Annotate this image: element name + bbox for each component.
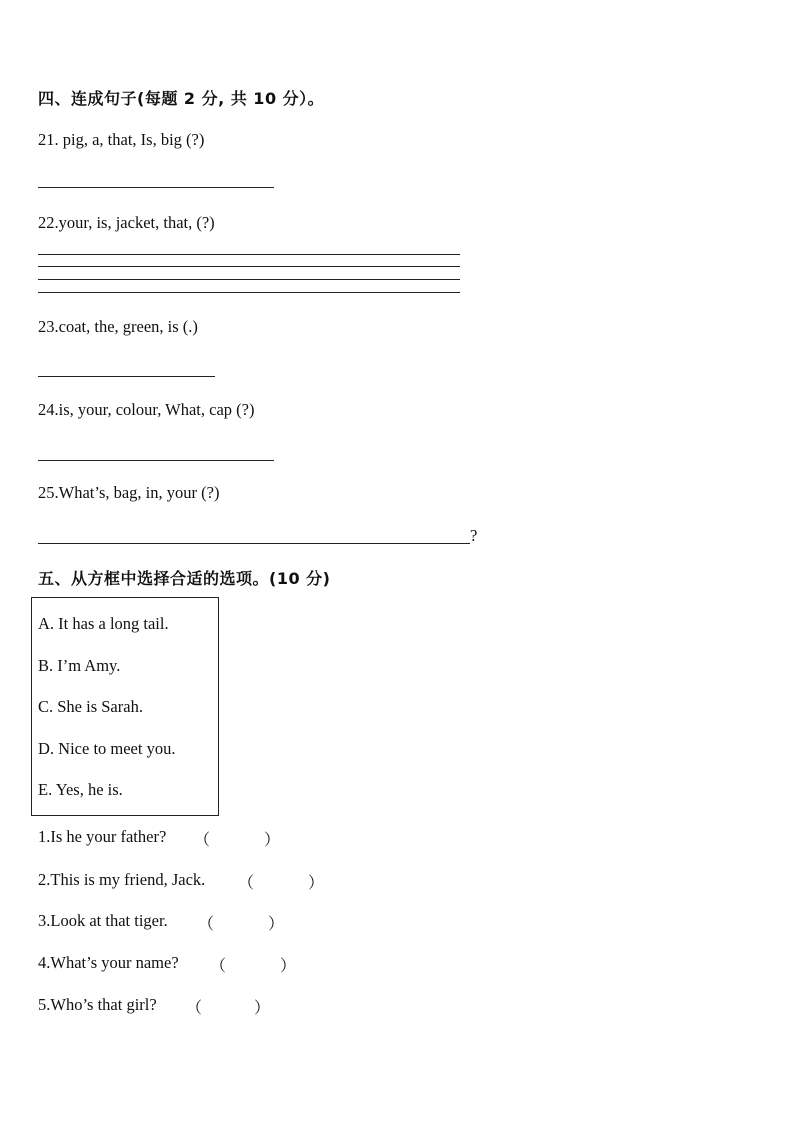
option-e: E. Yes, he is. (38, 780, 123, 799)
choice-question-3-close-paren: ） (268, 916, 285, 933)
choice-question-5: 5.Who’s that girl? (38, 995, 157, 1014)
choice-question-4-close-paren: ） (280, 958, 297, 975)
question-25-question-mark: ? (470, 526, 478, 545)
choice-question-4-answer-blank[interactable] (230, 952, 278, 974)
choice-question-1: 1.Is he your father? (38, 827, 167, 846)
choice-question-2-answer-blank[interactable] (258, 869, 306, 891)
question-22-answer-line-4[interactable] (38, 292, 460, 293)
question-22-answer-line-3[interactable] (38, 279, 460, 280)
question-21-prompt: 21. pig, a, that, Is, big (?) (38, 130, 205, 149)
option-c: C. She is Sarah. (38, 697, 143, 716)
question-24-answer-line[interactable] (38, 460, 274, 461)
choice-question-2-close-paren: ） (308, 875, 325, 892)
choice-question-4: 4.What’s your name? (38, 953, 179, 972)
question-22-answer-line-2[interactable] (38, 266, 460, 267)
choice-question-1-open-paren: （ (194, 832, 211, 849)
option-d: D. Nice to meet you. (38, 739, 176, 758)
choice-question-5-open-paren: （ (186, 1000, 203, 1017)
question-21-answer-line[interactable] (38, 187, 274, 188)
question-22-prompt: 22.your, is, jacket, that, (?) (38, 213, 215, 232)
choice-question-5-close-paren: ） (254, 1000, 271, 1017)
choice-question-3-answer-blank[interactable] (218, 910, 266, 932)
choice-question-3-open-paren: （ (198, 916, 215, 933)
question-23-prompt: 23.coat, the, green, is (.) (38, 317, 198, 336)
choice-question-5-answer-blank[interactable] (206, 994, 254, 1016)
section-4-heading: 四、连成句子(每题 2 分, 共 10 分）。 (38, 89, 325, 108)
choice-question-1-answer-blank[interactable] (214, 826, 262, 848)
option-b: B. I’m Amy. (38, 656, 121, 675)
question-22-answer-line-1[interactable] (38, 254, 460, 255)
choice-question-2-open-paren: （ (238, 875, 255, 892)
choice-question-4-open-paren: （ (210, 958, 227, 975)
section-5-heading: 五、从方框中选择合适的选项。(10 分) (38, 569, 331, 588)
option-a: A. It has a long tail. (38, 614, 169, 633)
choice-question-2: 2.This is my friend, Jack. (38, 870, 206, 889)
question-23-answer-line[interactable] (38, 376, 215, 377)
question-25-prompt: 25.What’s, bag, in, your (?) (38, 483, 220, 502)
choice-question-1-close-paren: ） (264, 832, 281, 849)
options-box (31, 597, 219, 816)
choice-question-3: 3.Look at that tiger. (38, 911, 168, 930)
question-24-prompt: 24.is, your, colour, What, cap (?) (38, 400, 255, 419)
question-25-answer-line[interactable] (38, 543, 470, 544)
